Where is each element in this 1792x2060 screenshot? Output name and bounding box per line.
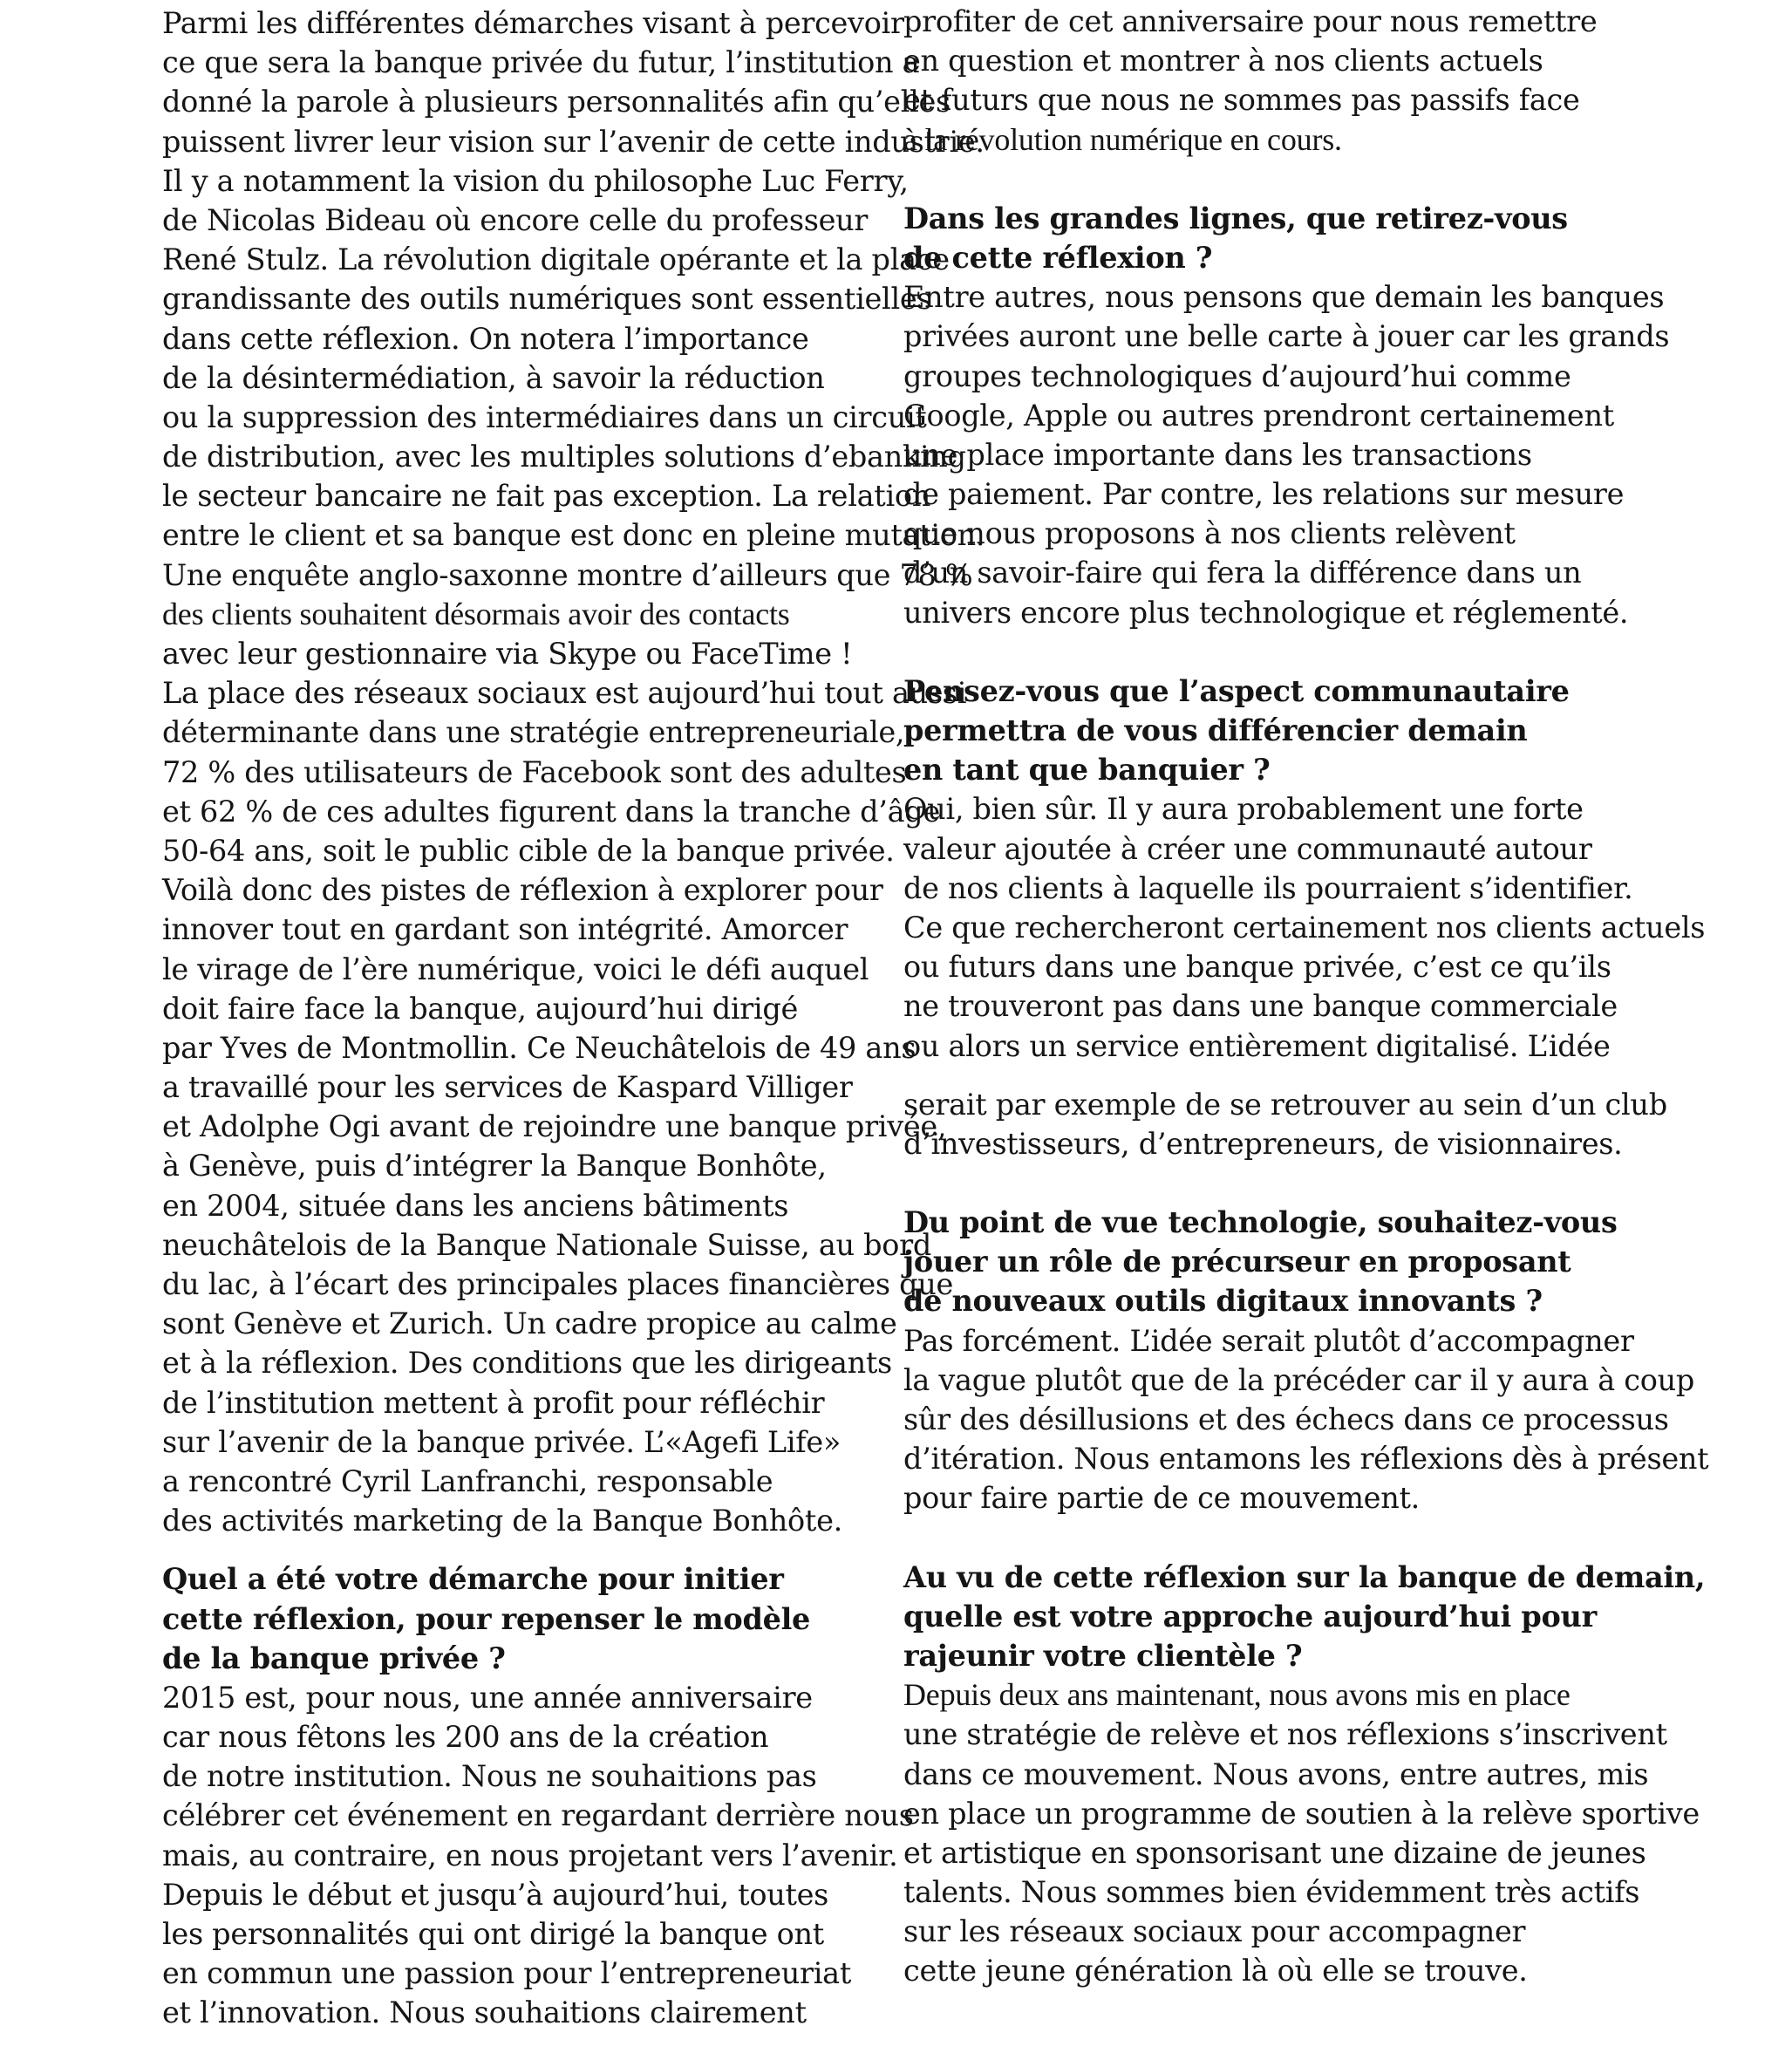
answer-line: 2015 est, pour nous, une année anniversaire [162, 1680, 813, 1715]
answer-line: serait par exemple de se retrouver au sein d’un club [903, 1087, 1667, 1122]
question-line: Quel a été votre démarche pour initier [162, 1562, 784, 1597]
intro-line: sont Genève et Zurich. Un cadre propice au calme [162, 1306, 897, 1341]
intro-line: du lac, à l’écart des principales places financières que [162, 1267, 954, 1301]
intro-line: Une enquête anglo-saxonne montre d’ailleurs que 78 % [162, 557, 973, 592]
intro-line: dans cette réflexion. On notera l’importance [162, 321, 809, 356]
intro-line: par Yves de Montmollin. Ce Neuchâtelois de 49 ans [162, 1030, 916, 1065]
answer-2 [903, 277, 1670, 632]
intro-line: donné la parole à plusieurs personnalités afin qu’elles [162, 85, 951, 119]
answer-3 [903, 789, 1706, 1065]
question-5 [903, 1558, 1706, 1676]
intro-line: avec leur gestionnaire via Skype ou FaceTime ! [162, 637, 853, 671]
question-2 [903, 199, 1662, 277]
intro-line: de Nicolas Bideau où encore celle du professeur [162, 202, 869, 237]
question-line: Au vu de cette réflexion sur la banque de demain, [903, 1559, 1706, 1594]
intro-line: de la désintermédiation, à savoir la réduction [162, 360, 825, 395]
question-line: de la banque privée ? [162, 1640, 506, 1675]
answer-line: privées auront une belle carte à jouer car les grands [903, 319, 1670, 354]
answer-line: Oui, bien sûr. Il y aura probablement une forte [903, 792, 1584, 827]
answer-line: ou futurs dans une banque privée, c’est ce qu’ils [903, 950, 1611, 985]
answer-line: Depuis deux ans maintenant, nous avons mis en place [903, 1677, 1571, 1713]
intro-line: innover tout en gardant son intégrité. Amorcer [162, 912, 848, 947]
answer-line: Depuis le début et jusqu’à aujourd’hui, toutes [162, 1877, 829, 1912]
answer-4 [903, 1321, 1709, 1518]
intro-line: 50-64 ans, soit le public cible de la banque privée. [162, 833, 895, 868]
intro-line: neuchâtelois de la Banque Nationale Suisse, au bord [162, 1227, 932, 1262]
answer-line: une stratégie de relève et nos réflexions s’inscrivent [903, 1717, 1667, 1752]
answer-line: en question et montrer à nos clients actuels [903, 44, 1543, 78]
answer-3-continued [903, 1085, 1667, 1163]
intro-line: La place des réseaux sociaux est aujourd’hui tout aussi [162, 676, 967, 711]
intro-line: et à la réflexion. Des conditions que les dirigeants [162, 1346, 892, 1381]
intro-line: à Genève, puis d’intégrer la Banque Bonhôte, [162, 1149, 827, 1183]
answer-line: les personnalités qui ont dirigé la banque ont [162, 1917, 824, 1951]
intro-line: Parmi les différentes démarches visant à percevoir [162, 6, 904, 40]
answer-line: valeur ajoutée à créer une communauté autour [903, 831, 1592, 866]
answer-line: de notre institution. Nous ne souhaitions pas [162, 1759, 817, 1794]
answer-line: d’itération. Nous entamons les réflexions dès à présent [903, 1442, 1709, 1477]
question-line: de nouveaux outils digitaux innovants ? [903, 1284, 1543, 1319]
answer-line: que nous proposons à nos clients relèvent [903, 516, 1516, 551]
question-1 [162, 1559, 895, 1678]
intro-line: le virage de l’ère numérique, voici le défi auquel [162, 952, 869, 986]
question-line: permettra de vous différencier demain [903, 713, 1528, 747]
intro-line: des activités marketing de la Banque Bonhôte. [162, 1504, 842, 1538]
question-line: Dans les grandes lignes, que retirez-vous [903, 201, 1568, 235]
answer-5 [903, 1675, 1700, 1991]
intro-line: et Adolphe Ogi avant de rejoindre une banque privée, [162, 1109, 947, 1144]
left-column [162, 3, 985, 2033]
answer-line: groupes technologiques d’aujourd’hui comme [903, 358, 1571, 393]
intro-line: le secteur bancaire ne fait pas exception. La relation [162, 479, 931, 514]
question-line: quelle est votre approche aujourd’hui pour [903, 1599, 1597, 1634]
intro-line: ce que sera la banque privée du futur, l’institution a [162, 45, 920, 80]
answer-line: de nos clients à laquelle ils pourraient s’identifier. [903, 870, 1633, 905]
answer-line: car nous fêtons les 200 ans de la création [162, 1720, 769, 1755]
intro-line: 72 % des utilisateurs de Facebook sont des adultes [162, 754, 907, 789]
answer-line: en place un programme de soutien à la relève sportive [903, 1796, 1700, 1831]
intro-line: a rencontré Cyril Lanfranchi, responsable [162, 1463, 773, 1498]
intro-line: entre le client et sa banque est donc en pleine mutation. [162, 518, 985, 553]
intro-line: Il y a notamment la vision du philosophe Luc Ferry, [162, 163, 909, 198]
intro-line: doit faire face la banque, aujourd’hui dirigé [162, 991, 799, 1026]
answer-line: de paiement. Par contre, les relations sur mesure [903, 477, 1625, 512]
answer-line: sûr des désillusions et des échecs dans ce processus [903, 1402, 1669, 1436]
answer-line: cette jeune génération là où elle se trouve. [903, 1954, 1528, 1988]
question-line: de cette réflexion ? [903, 240, 1213, 275]
answer-line: d’investisseurs, d’entrepreneurs, de visionnaires. [903, 1126, 1623, 1161]
right-column [903, 2, 1709, 1991]
intro-line: de distribution, avec les multiples solutions d’ebanking [162, 440, 966, 474]
intro-line: René Stulz. La révolution digitale opérante et la place [162, 242, 950, 277]
answer-line: la vague plutôt que de la précéder car il y aura à coup [903, 1362, 1695, 1397]
intro-line: de l’institution mettent à profit pour réfléchir [162, 1385, 825, 1420]
intro-line: des clients souhaitent désormais avoir des contacts [162, 596, 790, 631]
question-line: rajeunir votre clientèle ? [903, 1638, 1303, 1673]
intro-line: Voilà donc des pistes de réflexion à explorer pour [162, 873, 883, 908]
intro-line: ou la suppression des intermédiaires dans un circuit [162, 399, 927, 434]
question-line: jouer un rôle de précurseur en proposant [903, 1245, 1571, 1279]
answer-line: et artistique en sponsorisant une dizaine de jeunes [903, 1835, 1646, 1870]
answer-line: d’un savoir-faire qui fera la différence dans un [903, 556, 1582, 590]
intro-line: déterminante dans une stratégie entrepreneuriale, [162, 715, 905, 750]
answer-line: Entre autres, nous pensons que demain les banques [903, 280, 1665, 315]
answer-line: mais, au contraire, en nous projetant vers l’avenir. [162, 1838, 898, 1872]
answer-line: Ce que rechercheront certainement nos clients actuels [903, 910, 1706, 945]
answer-line: talents. Nous sommes bien évidemment très actifs [903, 1875, 1640, 1910]
answer-line: univers encore plus technologique et réglementé. [903, 595, 1629, 630]
intro-line: et 62 % de ces adultes figurent dans la tranche d’âge [162, 794, 940, 829]
question-3 [903, 672, 1662, 790]
answer-line: et futurs que nous ne sommes pas passifs face [903, 83, 1580, 118]
answer-line: ne trouveront pas dans une banque commerciale [903, 989, 1618, 1024]
answer-line: une place importante dans les transactions [903, 437, 1532, 472]
question-line: en tant que banquier ? [903, 753, 1271, 788]
answer-line: ou alors un service entièrement digitalisé. L’idée [903, 1028, 1611, 1063]
answer-line: profiter de cet anniversaire pour nous remettre [903, 4, 1598, 38]
intro-line: sur l’avenir de la banque privée. L’«Agefi Life» [162, 1424, 841, 1459]
answer-line: dans ce mouvement. Nous avons, entre autres, mis [903, 1756, 1649, 1791]
answer-line: à la révolution numérique en cours. [903, 121, 1342, 157]
question-line: Pensez-vous que l’aspect communautaire [903, 673, 1570, 708]
question-line: cette réflexion, pour repenser le modèle [162, 1601, 811, 1636]
answer-line: et l’innovation. Nous souhaitions clairement [162, 1995, 807, 2030]
intro-line: a travaillé pour les services de Kaspard Villiger [162, 1070, 853, 1105]
answer-line: célébrer cet événement en regardant derrière nous [162, 1798, 914, 1833]
answer-line: pour faire partie de ce mouvement. [903, 1481, 1420, 1516]
intro-line: puissent livrer leur vision sur l’avenir de cette industrie. [162, 124, 985, 159]
answer-line: en commun une passion pour l’entrepreneuriat [162, 1956, 851, 1991]
answer-1-continued [903, 2, 1662, 160]
answer-line: Google, Apple ou autres prendront certainement [903, 398, 1614, 433]
answer-line: Pas forcément. L’idée serait plutôt d’accompagner [903, 1323, 1634, 1358]
answer-line: sur les réseaux sociaux pour accompagner [903, 1914, 1526, 1949]
question-4 [903, 1203, 1662, 1321]
intro-line: grandissante des outils numériques sont essentielles [162, 282, 932, 317]
intro-paragraph [162, 3, 985, 1540]
intro-line: en 2004, située dans les anciens bâtiments [162, 1188, 789, 1223]
question-line: Du point de vue technologie, souhaitez-vous [903, 1205, 1618, 1240]
answer-1 [162, 1678, 914, 2033]
